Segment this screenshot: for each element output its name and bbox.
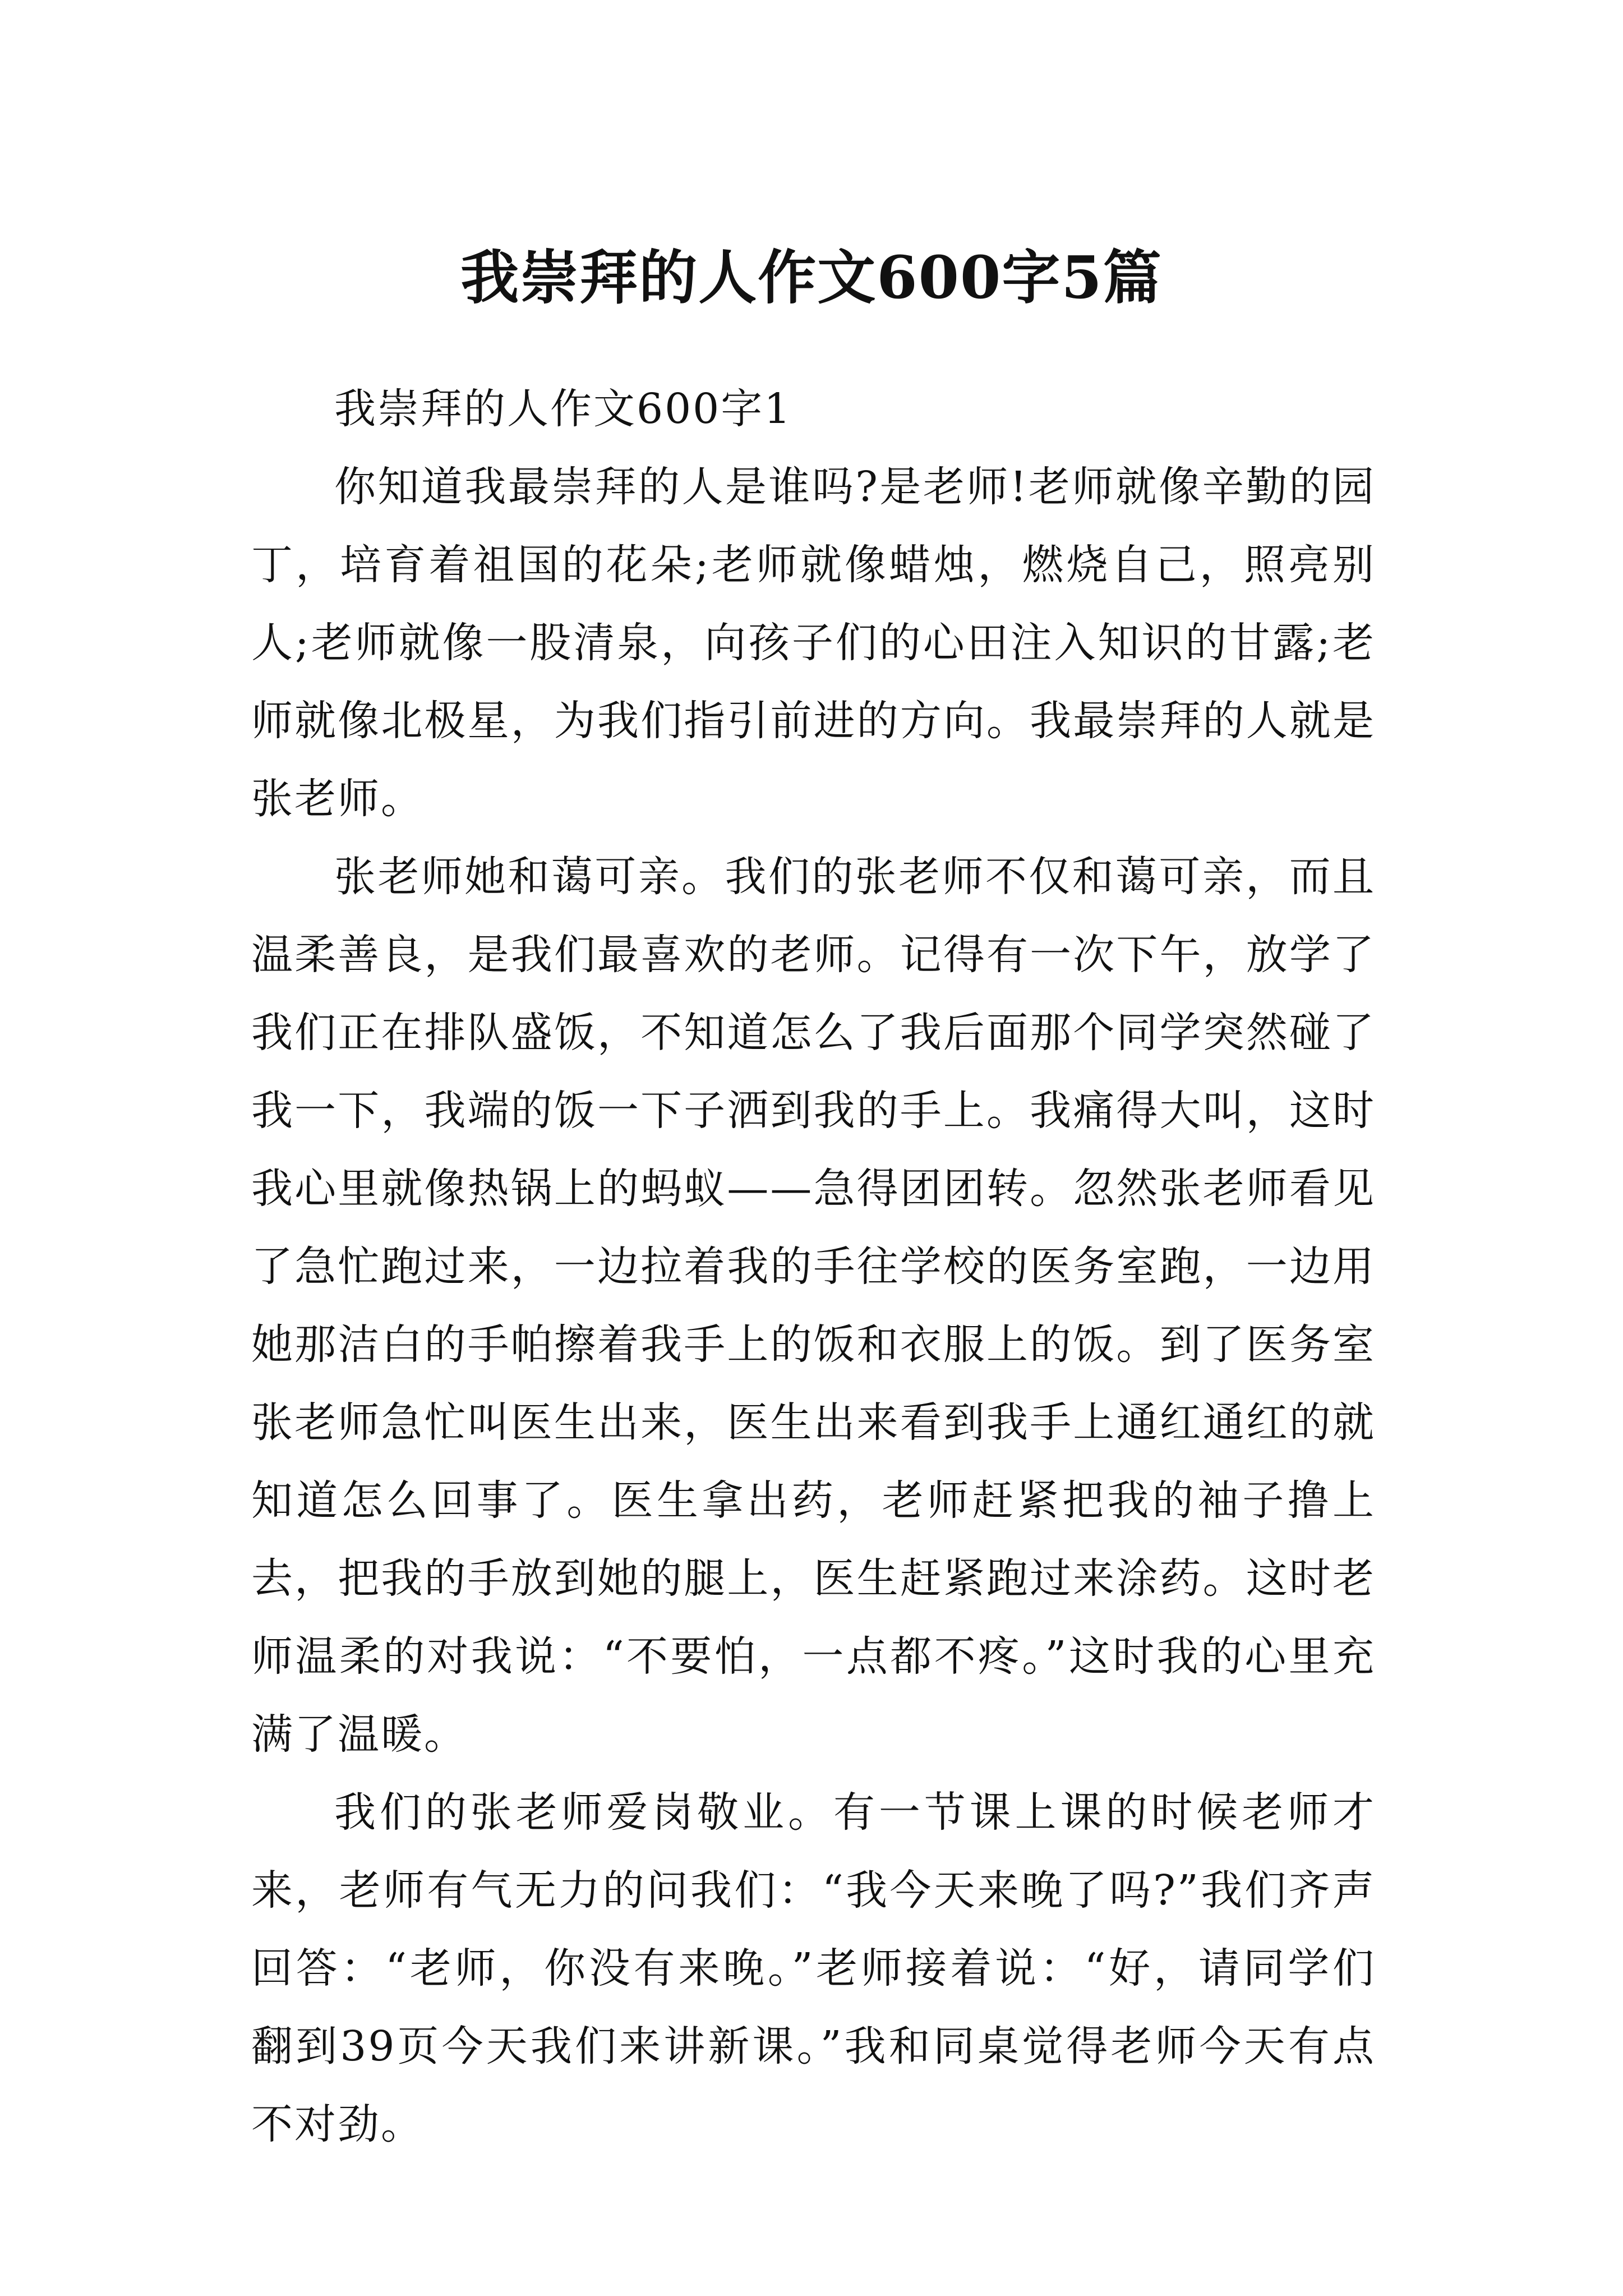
paragraph-2: 张老师她和蔼可亲。我们的张老师不仅和蔼可亲，而且温柔善良，是我们最喜欢的老师。记得有一次下午，放学了我们正在排队盛饭，不知道怎么了我后面那个同学突然碰了我一下，我端的饭一下子洒到我的手上。我痛得大叫，这时我心里就像热锅上的蚂蚁——急得团团转。忽然张老师看见了急忙跑过来，一边拉着我的手往学校的医务室跑，一边用她那洁白的手帕擦着我手上的饭和衣服上的饭。到了医务室张老师急忙叫医生出来，医生出来看到我手上通红通红的就知道怎么回事了。医生拿出药，老师赶紧把我的袖子撸上去，把我的手放到她的腿上，医生赶紧跑过来涂药。这时老师温柔的对我说：“不要怕，一点都不疼。”这时我的心里充满了温暖。 [251, 853, 1376, 1759]
document-body [251, 370, 1376, 2164]
paragraph-3: 我们的张老师爱岗敬业。有一节课上课的时候老师才来，老师有气无力的问我们：“我今天来晚了吗?”我们齐声回答：“老师，你没有来晚。”老师接着说：“好，请同学们翻到39页今天我们来讲新课。”我和同桌觉得老师今天有点不对劲。 [251, 1788, 1376, 2148]
paragraph-1: 你知道我最崇拜的人是谁吗?是老师!老师就像辛勤的园丁，培育着祖国的花朵;老师就像蜡烛，燃烧自己，照亮别人;老师就像一股清泉，向孩子们的心田注入知识的甘露;老师就像北极星，为我们指引前进的方向。我最崇拜的人就是张老师。 [251, 463, 1376, 823]
document-title: 我崇拜的人作文600字5篇 [460, 242, 1163, 312]
section-heading: 我崇拜的人作文600字1 [334, 385, 792, 433]
